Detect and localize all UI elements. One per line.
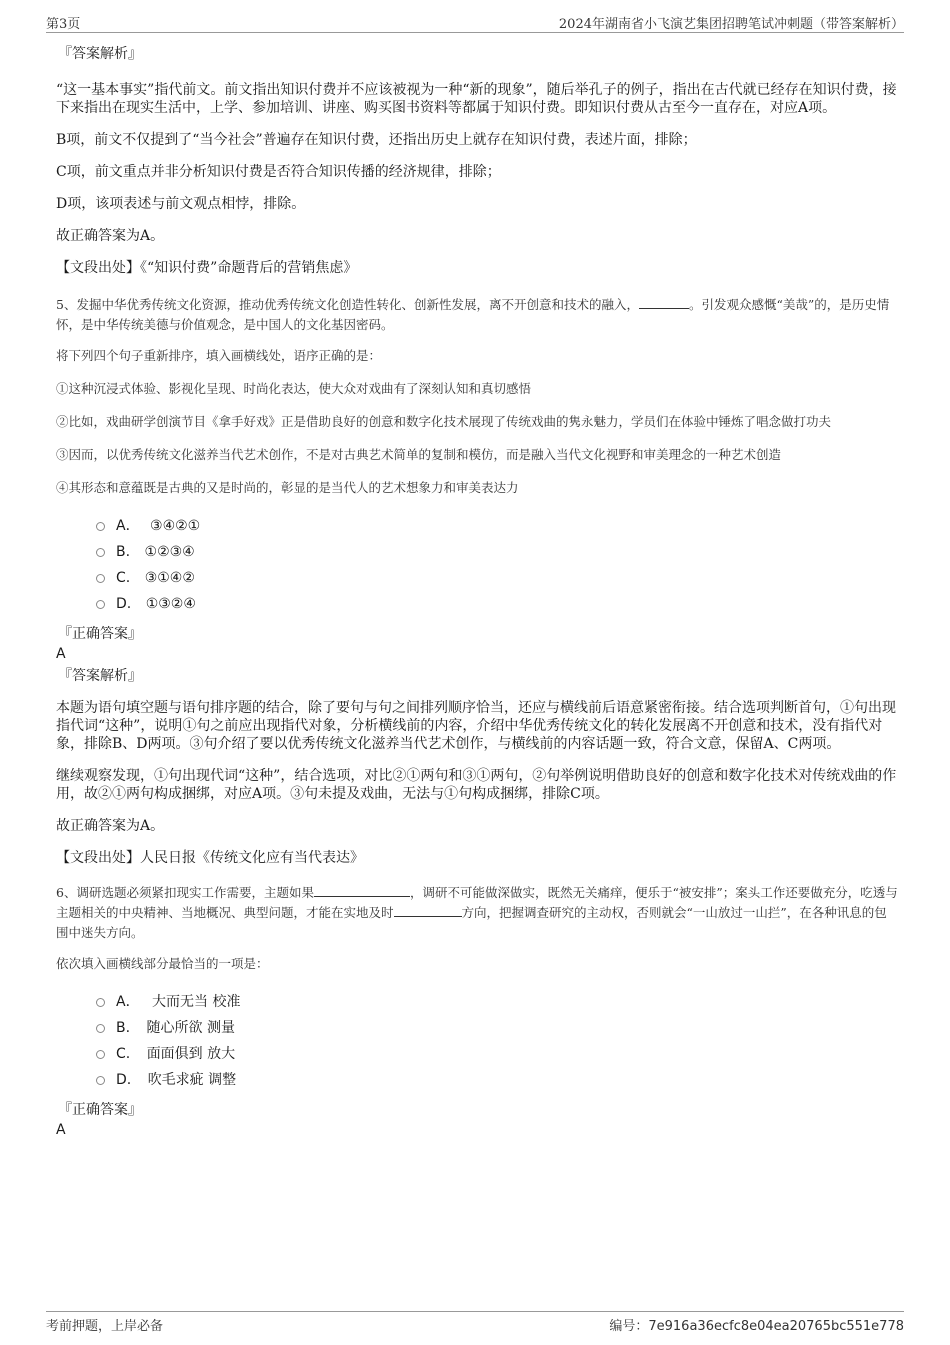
- q5-analysis-para2: 继续观察发现，①句出现代词“这种”，结合选项，对比②①两句和③①两句，②句举例说明借助良好的创意和数字化技术对传统戏曲的作用，故②①两句构成捆绑，对应A项。③句未提及戏曲，无法与①句构成捆绑，排除C项。: [56, 768, 897, 802]
- q5-options: [56, 513, 898, 617]
- q5-stem-after: 。引发观众感慨“美哉”的，是历史情怀，是中华传统美德与价值观念，是中国人的文化基因密码。: [56, 297, 890, 332]
- radio-icon[interactable]: [96, 574, 105, 583]
- option-letter: C.: [116, 1046, 131, 1062]
- q6-blank-1: [314, 884, 410, 897]
- footer-slogan: 考前押题，上岸必备: [46, 1319, 164, 1334]
- q5-stem-before: 5、发掘中华优秀传统文化资源，推动优秀传统文化创造性转化、创新性发展，离不开创意和技术的融入，: [56, 297, 639, 312]
- q5-answer-label: 『正确答案』: [58, 626, 142, 642]
- option-letter: C.: [116, 570, 131, 586]
- q4-analysis-para4: D项，该项表述与前文观点相悖，排除。: [56, 196, 306, 212]
- option-text: ③①④②: [144, 570, 195, 586]
- q4-conclusion: 故正确答案为A。: [56, 228, 165, 244]
- q4-analysis-para1: “这一基本事实”指代前文。前文指出知识付费并不应该被视为一种“新的现象”，随后举孔子的例子，指出在古代就已经存在知识付费，接下来指出在现实生活中，上学、参加培训、讲座、购买图书资料等都属于知识付费。即知识付费从古至今一直存在，对应A项。: [56, 82, 897, 116]
- radio-icon[interactable]: [96, 1076, 105, 1085]
- option-text: 吹毛求疵 调整: [147, 1072, 237, 1088]
- q5-option-d[interactable]: [56, 591, 898, 617]
- option-letter: B.: [116, 1020, 131, 1036]
- q6-stem-c: 方向，把握调查研究的主动权，否则就会“一山放过一山拦”，在各种讯息的包围中迷失方向。: [56, 905, 887, 940]
- option-letter: A．: [116, 518, 140, 534]
- q5-option-b[interactable]: [56, 539, 898, 565]
- option-letter: B.: [116, 544, 131, 560]
- q6-instruction: 依次填入画横线部分最恰当的一项是：: [56, 956, 269, 971]
- radio-icon[interactable]: [96, 548, 105, 557]
- q6-blank-2: [394, 904, 462, 917]
- q5-sentence-1: ①这种沉浸式体验、影视化呈现、时尚化表达，使大众对戏曲有了深刻认知和真切感悟: [56, 381, 532, 396]
- q5-option-a[interactable]: [56, 513, 898, 539]
- q4-source: 【文段出处】《“知识付费”命题背后的营销焦虑》: [56, 260, 358, 276]
- page-footer: [46, 1311, 904, 1334]
- q6-option-d[interactable]: [56, 1067, 898, 1093]
- page-number: 第3页: [46, 17, 81, 32]
- q5-answer: A: [56, 646, 66, 662]
- q5-sentence-4: ④其形态和意蕴既是古典的又是时尚的，彰显的是当代人的艺术想象力和审美表达力: [56, 480, 519, 495]
- page-header: [46, 10, 904, 33]
- q5-instruction: 将下列四个句子重新排序，填入画横线处，语序正确的是：: [56, 348, 382, 363]
- q5-conclusion: 故正确答案为A。: [56, 818, 165, 834]
- q5-analysis-para1: 本题为语句填空题与语句排序题的结合，除了要句与句之间排列顺序恰当，还应与横线前后语意紧密衔接。结合选项判断首句，①句出现指代词“这种”，说明①句之前应出现指代对象，分析横线前的内容，介绍中华优秀传统文化的转化发展离不开创意和技术，没有指代对象，排除B、D两项。③句介绍了要以优秀传统文化滋养当代艺术创作，与横线前的内容话题一致，符合文意，保留A、C两项。: [56, 700, 896, 752]
- option-text: ③④②①: [150, 518, 201, 534]
- option-text: 面面俱到 放大: [146, 1046, 236, 1062]
- option-text: 随心所欲 测量: [146, 1020, 235, 1036]
- option-letter: D.: [116, 1072, 132, 1088]
- q4-analysis-para3: C项，前文重点并非分析知识付费是否符合知识传播的经济规律，排除；: [56, 164, 501, 180]
- q6-answer: A: [56, 1122, 66, 1138]
- footer-code-value: 7e916a36ecfc8e04ea20765bc551e778: [648, 1319, 904, 1334]
- q6-options: [56, 989, 898, 1093]
- option-letter: D.: [116, 596, 132, 612]
- q6-option-b[interactable]: [56, 1015, 898, 1041]
- footer-code-label: 编号：: [609, 1319, 649, 1334]
- radio-icon[interactable]: [96, 998, 105, 1007]
- q5-stem: [56, 295, 898, 335]
- q5-blank: [639, 296, 689, 309]
- radio-icon[interactable]: [96, 1024, 105, 1033]
- q6-option-a[interactable]: [56, 989, 898, 1015]
- q6-option-c[interactable]: [56, 1041, 898, 1067]
- q4-analysis-label: 『答案解析』: [58, 46, 142, 62]
- q6-stem-b: ，调研不可能做深做实，既然无关痛痒，便乐于“被安排”；案头工作还要做充分，吃透与主题相关的中央精神、当地概况、典型问题，才能在实地及时: [56, 885, 898, 920]
- radio-icon[interactable]: [96, 600, 105, 609]
- option-text: ①②③④: [144, 544, 195, 560]
- q5-analysis-label: 『答案解析』: [58, 668, 142, 684]
- document-body: [56, 45, 898, 1139]
- radio-icon[interactable]: [96, 522, 105, 531]
- q6-stem-a: 6、调研选题必须紧扣现实工作需要，主题如果: [56, 885, 314, 900]
- q5-source: 【文段出处】人民日报《传统文化应有当代表达》: [56, 850, 364, 866]
- option-letter: A．: [116, 994, 140, 1010]
- radio-icon[interactable]: [96, 1050, 105, 1059]
- document-title: 2024年湖南省小飞演艺集团招聘笔试冲刺题（带答案解析）: [558, 17, 904, 32]
- q4-analysis-para2: B项，前文不仅提到了“当今社会”普遍存在知识付费，还指出历史上就存在知识付费，表述片面，排除；: [56, 132, 697, 148]
- q5-sentence-3: ③因而，以优秀传统文化滋养当代艺术创作，不是对古典艺术简单的复制和模仿，而是融入当代文化视野和审美理念的一种艺术创造: [56, 447, 782, 462]
- q5-sentence-2: ②比如，戏曲研学创演节目《拿手好戏》正是借助良好的创意和数字化技术展现了传统戏曲的隽永魅力，学员们在体验中锤炼了唱念做打功夫: [56, 414, 832, 429]
- footer-code: [609, 1315, 904, 1334]
- option-text: ①③②④: [145, 596, 196, 612]
- q6-answer-label: 『正确答案』: [58, 1102, 142, 1118]
- q6-stem: [56, 883, 898, 943]
- q5-option-c[interactable]: [56, 565, 898, 591]
- option-text: 大而无当 校准: [152, 994, 241, 1010]
